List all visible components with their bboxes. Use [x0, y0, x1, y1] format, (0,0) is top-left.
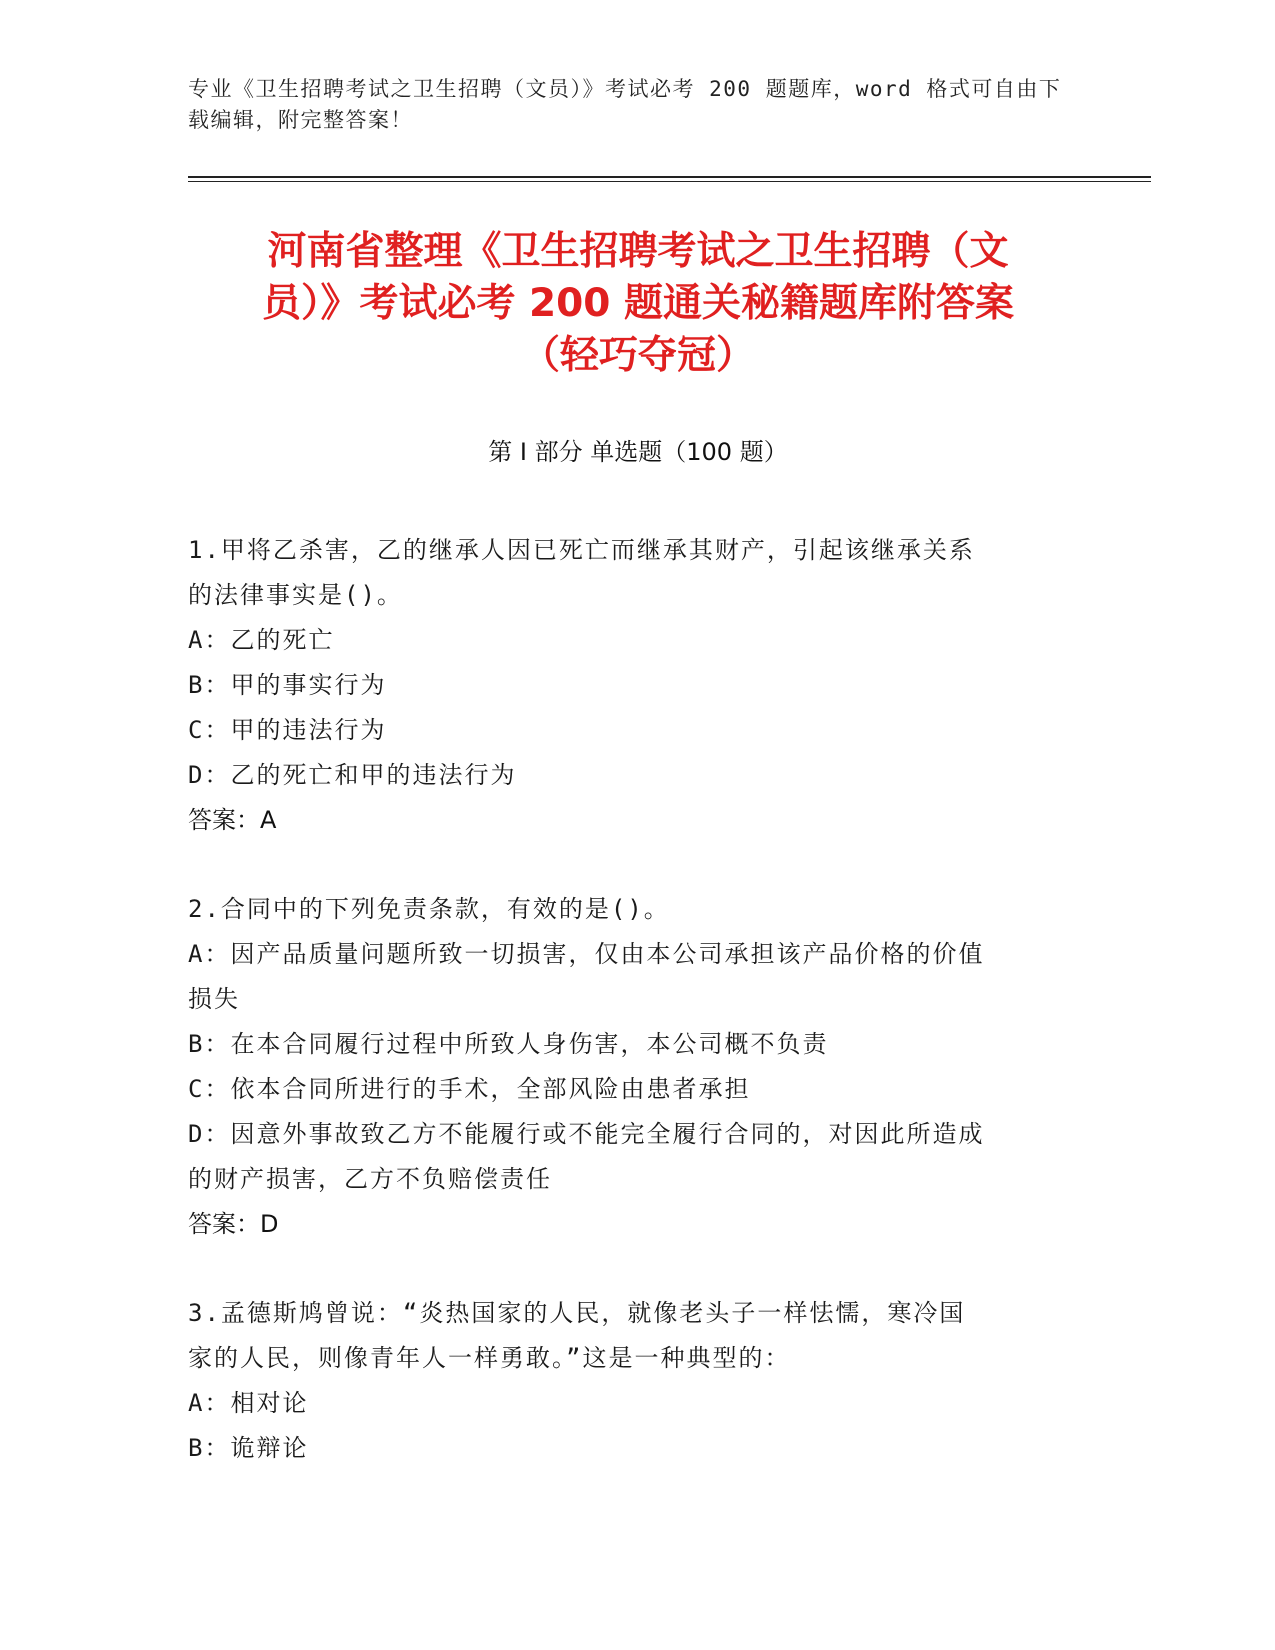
- option-a: A：因产品质量问题所致一切损害，仅由本公司承担该产品价格的价值: [188, 940, 985, 968]
- option-d: D：乙的死亡和甲的违法行为: [188, 761, 517, 789]
- option-b: B：诡辩论: [188, 1434, 309, 1462]
- answer-line: 答案：D: [188, 1210, 279, 1238]
- title-line-3: （轻巧夺冠）: [520, 333, 755, 378]
- option-a: A：相对论: [188, 1389, 309, 1417]
- option-c: C：甲的违法行为: [188, 716, 387, 744]
- option-a: A：乙的死亡: [188, 626, 335, 654]
- title-line-2: 员）》考试必考 200 题通关秘籍题库附答案: [261, 281, 1015, 326]
- question-stem-line: 2.合同中的下列免责条款，有效的是()。: [188, 895, 670, 923]
- header-note: 专业《卫生招聘考试之卫生招聘（文员）》考试必考 200 题题库，word 格式可自由下载编辑，附完整答案！: [188, 77, 1062, 132]
- option-b: B：在本合同履行过程中所致人身伤害，本公司概不负责: [188, 1030, 829, 1058]
- question-2: [188, 887, 1068, 1247]
- question-stem-line: 3.孟德斯鸠曾说：“炎热国家的人民，就像老头子一样怯懦，寒冷国: [188, 1299, 966, 1327]
- question-1: [188, 528, 1068, 843]
- header-divider-thin: [188, 181, 1151, 182]
- section-title: 第 I 部分 单选题（100 题）: [488, 438, 788, 466]
- option-d: D：因意外事故致乙方不能履行或不能完全履行合同的，对因此所造成: [188, 1120, 985, 1148]
- question-3: [188, 1291, 1068, 1471]
- title-line-1: 河南省整理《卫生招聘考试之卫生招聘（文: [267, 229, 1009, 274]
- option-d-continued: 的财产损害，乙方不负赔偿责任: [188, 1165, 552, 1193]
- header-divider-thick: [188, 176, 1151, 178]
- option-a-continued: 损失: [188, 985, 240, 1013]
- document-title: [188, 226, 1088, 382]
- option-c: C：依本合同所进行的手术，全部风险由患者承担: [188, 1075, 751, 1103]
- question-stem-line: 1.甲将乙杀害，乙的继承人因已死亡而继承其财产，引起该继承关系: [188, 536, 975, 564]
- question-stem-line: 家的人民，则像青年人一样勇敢。”这是一种典型的：: [188, 1344, 791, 1372]
- answer-line: 答案：A: [188, 806, 277, 834]
- question-list: [188, 528, 1068, 1515]
- option-b: B：甲的事实行为: [188, 671, 387, 699]
- question-stem-line: 的法律事实是()。: [188, 581, 403, 609]
